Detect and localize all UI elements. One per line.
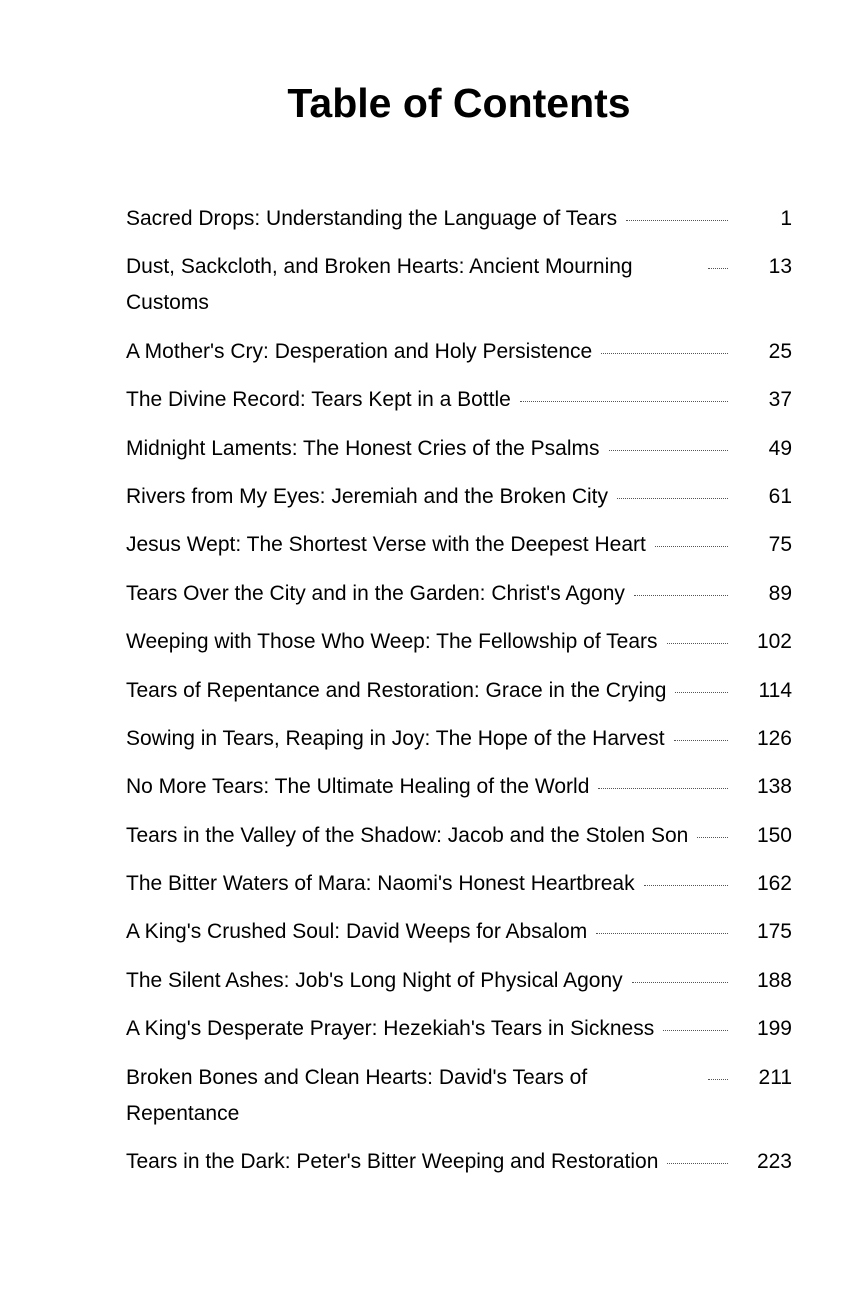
toc-entry[interactable] <box>126 479 792 515</box>
toc-entry-page-number: 61 <box>768 484 792 508</box>
toc-entry-title: A King's Desperate Prayer: Hezekiah's Tears in Sickness <box>126 1017 655 1041</box>
toc-entry-title: The Bitter Waters of Mara: Naomi's Honest Heartbreak <box>126 872 635 896</box>
toc-entry-page-number: 188 <box>756 968 792 992</box>
toc-entry[interactable] <box>126 431 792 467</box>
toc-entry-title: Sowing in Tears, Reaping in Joy: The Hope of the Harvest <box>126 726 665 750</box>
dot-leader <box>667 642 728 644</box>
toc-entry[interactable] <box>126 914 792 950</box>
toc-entry-page-number: 75 <box>768 533 792 557</box>
dot-leader <box>617 497 728 499</box>
dot-leader <box>674 739 728 741</box>
toc-entry[interactable] <box>126 1011 792 1047</box>
toc-entry-title: Tears in the Valley of the Shadow: Jacob and the Stolen Son <box>126 823 689 847</box>
toc-entry[interactable] <box>126 201 792 237</box>
toc-entry-title: Sacred Drops: Understanding the Language of Tears <box>126 207 618 230</box>
toc-entry[interactable] <box>126 576 792 612</box>
toc-entry-title: Tears in the Dark: Peter's Bitter Weeping and Restoration <box>126 1150 659 1174</box>
dot-leader <box>708 267 728 269</box>
toc-entry-page-number: 199 <box>756 1017 792 1041</box>
toc-entry-page-number: 175 <box>756 920 792 944</box>
page-title: Table of Contents <box>287 80 631 126</box>
toc-entry-page-number: 150 <box>756 823 792 847</box>
dot-leader <box>609 449 729 451</box>
dot-leader <box>634 594 728 596</box>
toc-entry-page-number: 49 <box>768 436 792 460</box>
toc-entry[interactable] <box>126 382 792 418</box>
toc-entry-page-number: 102 <box>756 630 792 654</box>
toc-entry-title: Broken Bones and Clean Hearts: David's Tears of Repentance <box>126 1065 588 1125</box>
toc-entry-title: The Divine Record: Tears Kept in a Bottle <box>126 388 511 412</box>
toc-entry-page-number: 89 <box>768 581 792 605</box>
toc-entry-title: Weeping with Those Who Weep: The Fellowship of Tears <box>126 630 658 654</box>
toc-entry[interactable] <box>126 1144 792 1180</box>
toc-entry-title: Tears Over the City and in the Garden: Christ's Agony <box>126 581 625 605</box>
dot-leader <box>601 352 728 354</box>
table-of-contents <box>126 201 792 1192</box>
dot-leader <box>644 884 728 886</box>
toc-entry-page-number: 162 <box>756 872 792 896</box>
toc-entry-page-number: 126 <box>756 726 792 750</box>
toc-entry[interactable] <box>126 866 792 902</box>
dot-leader <box>598 787 728 789</box>
toc-entry-page-number: 114 <box>758 678 792 702</box>
dot-leader <box>520 400 728 402</box>
toc-entry[interactable] <box>126 249 792 321</box>
toc-entry-page-number: 37 <box>768 388 792 412</box>
toc-entry[interactable] <box>126 818 792 854</box>
toc-entry-title: No More Tears: The Ultimate Healing of the World <box>126 775 590 799</box>
dot-leader <box>596 932 728 934</box>
dot-leader <box>697 836 728 838</box>
dot-leader <box>626 219 728 221</box>
toc-entry[interactable] <box>126 334 792 370</box>
toc-entry-title: Midnight Laments: The Honest Cries of the Psalms <box>126 436 600 460</box>
dot-leader <box>675 691 728 693</box>
toc-entry-title: Jesus Wept: The Shortest Verse with the Deepest Heart <box>126 533 646 557</box>
toc-entry-title: Rivers from My Eyes: Jeremiah and the Broken City <box>126 484 608 508</box>
toc-entry[interactable] <box>126 624 792 660</box>
toc-entry[interactable] <box>126 673 792 709</box>
toc-entry-title: Dust, Sackcloth, and Broken Hearts: Ancient Mourning Customs <box>126 255 633 315</box>
dot-leader <box>663 1029 728 1031</box>
dot-leader <box>655 545 728 547</box>
dot-leader <box>708 1078 728 1080</box>
toc-entry[interactable] <box>126 963 792 999</box>
dot-leader <box>632 981 728 983</box>
toc-entry-page-number: 13 <box>768 255 792 279</box>
toc-entry-page-number: 223 <box>756 1150 792 1174</box>
toc-entry-title: A Mother's Cry: Desperation and Holy Persistence <box>126 339 593 363</box>
toc-entry-title: Tears of Repentance and Restoration: Grace in the Crying <box>126 678 667 702</box>
toc-entry-title: A King's Crushed Soul: David Weeps for Absalom <box>126 920 588 944</box>
toc-entry[interactable] <box>126 1060 792 1132</box>
toc-entry[interactable] <box>126 527 792 563</box>
toc-entry-page-number: 1 <box>780 207 792 230</box>
toc-entry-title: The Silent Ashes: Job's Long Night of Physical Agony <box>126 968 623 992</box>
toc-entry-page-number: 211 <box>758 1065 792 1089</box>
toc-entry[interactable] <box>126 721 792 757</box>
toc-entry-page-number: 138 <box>756 775 792 799</box>
toc-entry-page-number: 25 <box>768 339 792 363</box>
toc-entry[interactable] <box>126 769 792 805</box>
dot-leader <box>667 1162 728 1164</box>
